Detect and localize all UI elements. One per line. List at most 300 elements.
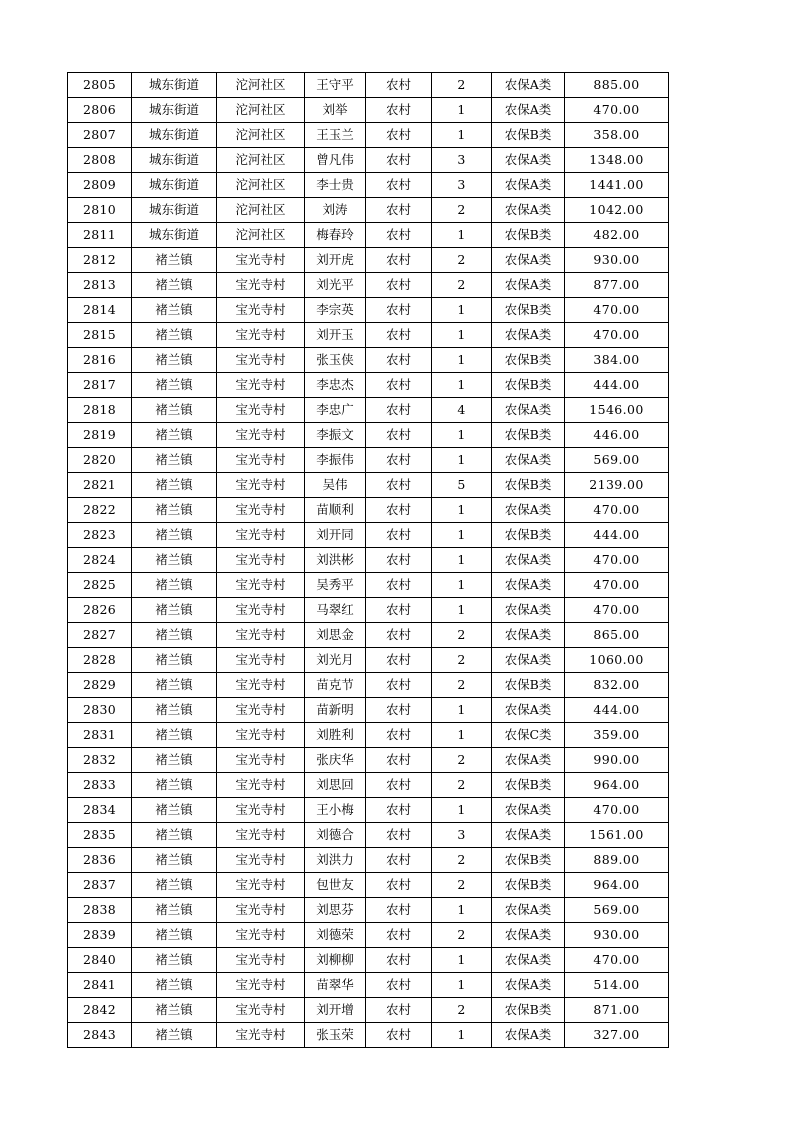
cell-village: 宝光寺村: [217, 798, 305, 823]
table-row: [68, 898, 669, 923]
cell-amount: 470.00: [565, 598, 669, 623]
table-row: [68, 473, 669, 498]
cell-people-count: 2: [432, 273, 492, 298]
cell-insurance-category: 农保B类: [492, 298, 565, 323]
table-row: [68, 273, 669, 298]
cell-insurance-category: 农保A类: [492, 548, 565, 573]
cell-serial-number: 2834: [68, 798, 132, 823]
cell-insurance-category: 农保A类: [492, 498, 565, 523]
cell-amount: 470.00: [565, 498, 669, 523]
cell-village: 宝光寺村: [217, 998, 305, 1023]
cell-township: 城东街道: [132, 123, 217, 148]
cell-village: 宝光寺村: [217, 823, 305, 848]
cell-amount: 832.00: [565, 673, 669, 698]
cell-serial-number: 2818: [68, 398, 132, 423]
cell-name: 刘涛: [305, 198, 366, 223]
cell-people-count: 1: [432, 598, 492, 623]
cell-serial-number: 2841: [68, 973, 132, 998]
cell-serial-number: 2827: [68, 623, 132, 648]
cell-household-type: 农村: [366, 248, 432, 273]
cell-village: 沱河社区: [217, 123, 305, 148]
table-row: [68, 73, 669, 98]
cell-serial-number: 2837: [68, 873, 132, 898]
cell-household-type: 农村: [366, 848, 432, 873]
cell-serial-number: 2835: [68, 823, 132, 848]
cell-village: 宝光寺村: [217, 248, 305, 273]
cell-serial-number: 2822: [68, 498, 132, 523]
cell-household-type: 农村: [366, 773, 432, 798]
cell-serial-number: 2820: [68, 448, 132, 473]
cell-township: 褚兰镇: [132, 823, 217, 848]
table-row: [68, 773, 669, 798]
cell-people-count: 2: [432, 673, 492, 698]
cell-household-type: 农村: [366, 473, 432, 498]
cell-household-type: 农村: [366, 523, 432, 548]
cell-township: 褚兰镇: [132, 673, 217, 698]
cell-name: 刘胜利: [305, 723, 366, 748]
cell-household-type: 农村: [366, 323, 432, 348]
cell-insurance-category: 农保A类: [492, 648, 565, 673]
cell-people-count: 1: [432, 1023, 492, 1048]
table-row: [68, 298, 669, 323]
cell-village: 沱河社区: [217, 148, 305, 173]
cell-household-type: 农村: [366, 273, 432, 298]
cell-insurance-category: 农保B类: [492, 873, 565, 898]
cell-amount: 444.00: [565, 698, 669, 723]
cell-village: 宝光寺村: [217, 448, 305, 473]
cell-insurance-category: 农保A类: [492, 623, 565, 648]
cell-amount: 482.00: [565, 223, 669, 248]
cell-amount: 444.00: [565, 523, 669, 548]
cell-township: 褚兰镇: [132, 398, 217, 423]
cell-township: 褚兰镇: [132, 898, 217, 923]
cell-insurance-category: 农保A类: [492, 948, 565, 973]
cell-serial-number: 2824: [68, 548, 132, 573]
cell-township: 褚兰镇: [132, 773, 217, 798]
cell-insurance-category: 农保A类: [492, 248, 565, 273]
cell-village: 宝光寺村: [217, 723, 305, 748]
cell-name: 李振伟: [305, 448, 366, 473]
table-row: [68, 523, 669, 548]
cell-name: 李振文: [305, 423, 366, 448]
cell-serial-number: 2831: [68, 723, 132, 748]
cell-insurance-category: 农保B类: [492, 673, 565, 698]
table-row: [68, 873, 669, 898]
cell-insurance-category: 农保A类: [492, 198, 565, 223]
cell-serial-number: 2816: [68, 348, 132, 373]
cell-household-type: 农村: [366, 498, 432, 523]
cell-people-count: 2: [432, 773, 492, 798]
cell-village: 宝光寺村: [217, 648, 305, 673]
cell-amount: 470.00: [565, 98, 669, 123]
cell-serial-number: 2821: [68, 473, 132, 498]
cell-amount: 930.00: [565, 248, 669, 273]
cell-name: 刘光平: [305, 273, 366, 298]
cell-township: 城东街道: [132, 173, 217, 198]
cell-serial-number: 2815: [68, 323, 132, 348]
cell-name: 刘德荣: [305, 923, 366, 948]
cell-village: 宝光寺村: [217, 973, 305, 998]
cell-people-count: 2: [432, 73, 492, 98]
cell-township: 褚兰镇: [132, 373, 217, 398]
cell-household-type: 农村: [366, 123, 432, 148]
cell-township: 褚兰镇: [132, 473, 217, 498]
cell-amount: 1441.00: [565, 173, 669, 198]
cell-people-count: 1: [432, 123, 492, 148]
cell-township: 褚兰镇: [132, 448, 217, 473]
cell-township: 褚兰镇: [132, 973, 217, 998]
cell-name: 刘思回: [305, 773, 366, 798]
table-row: [68, 123, 669, 148]
cell-township: 褚兰镇: [132, 548, 217, 573]
cell-household-type: 农村: [366, 698, 432, 723]
cell-serial-number: 2823: [68, 523, 132, 548]
cell-insurance-category: 农保A类: [492, 748, 565, 773]
cell-insurance-category: 农保A类: [492, 823, 565, 848]
cell-insurance-category: 农保A类: [492, 698, 565, 723]
cell-household-type: 农村: [366, 598, 432, 623]
cell-village: 宝光寺村: [217, 923, 305, 948]
cell-amount: 358.00: [565, 123, 669, 148]
cell-township: 褚兰镇: [132, 248, 217, 273]
cell-village: 沱河社区: [217, 98, 305, 123]
cell-insurance-category: 农保A类: [492, 923, 565, 948]
cell-household-type: 农村: [366, 348, 432, 373]
cell-village: 宝光寺村: [217, 698, 305, 723]
table-row: [68, 598, 669, 623]
cell-people-count: 4: [432, 398, 492, 423]
cell-people-count: 2: [432, 748, 492, 773]
cell-village: 宝光寺村: [217, 573, 305, 598]
cell-village: 宝光寺村: [217, 473, 305, 498]
table-row: [68, 398, 669, 423]
cell-serial-number: 2813: [68, 273, 132, 298]
cell-household-type: 农村: [366, 423, 432, 448]
cell-household-type: 农村: [366, 873, 432, 898]
table-row: [68, 698, 669, 723]
table-row: [68, 173, 669, 198]
cell-insurance-category: 农保B类: [492, 223, 565, 248]
cell-amount: 569.00: [565, 898, 669, 923]
table-row: [68, 148, 669, 173]
table-row: [68, 1023, 669, 1048]
cell-amount: 470.00: [565, 548, 669, 573]
cell-serial-number: 2842: [68, 998, 132, 1023]
cell-serial-number: 2829: [68, 673, 132, 698]
cell-name: 曾凡伟: [305, 148, 366, 173]
cell-serial-number: 2817: [68, 373, 132, 398]
cell-village: 宝光寺村: [217, 298, 305, 323]
table-row: [68, 548, 669, 573]
table-row: [68, 973, 669, 998]
cell-insurance-category: 农保B类: [492, 848, 565, 873]
cell-name: 苗克节: [305, 673, 366, 698]
cell-serial-number: 2810: [68, 198, 132, 223]
cell-insurance-category: 农保A类: [492, 1023, 565, 1048]
cell-household-type: 农村: [366, 798, 432, 823]
cell-township: 褚兰镇: [132, 498, 217, 523]
cell-village: 宝光寺村: [217, 898, 305, 923]
cell-serial-number: 2826: [68, 598, 132, 623]
cell-household-type: 农村: [366, 448, 432, 473]
cell-name: 刘开增: [305, 998, 366, 1023]
cell-people-count: 2: [432, 248, 492, 273]
cell-amount: 470.00: [565, 948, 669, 973]
cell-people-count: 2: [432, 648, 492, 673]
cell-serial-number: 2836: [68, 848, 132, 873]
cell-people-count: 1: [432, 223, 492, 248]
cell-name: 刘洪力: [305, 848, 366, 873]
cell-village: 宝光寺村: [217, 523, 305, 548]
cell-people-count: 1: [432, 498, 492, 523]
cell-amount: 444.00: [565, 373, 669, 398]
cell-serial-number: 2805: [68, 73, 132, 98]
cell-household-type: 农村: [366, 573, 432, 598]
cell-village: 沱河社区: [217, 223, 305, 248]
cell-village: 宝光寺村: [217, 323, 305, 348]
cell-insurance-category: 农保A类: [492, 798, 565, 823]
cell-amount: 1546.00: [565, 398, 669, 423]
cell-name: 梅春玲: [305, 223, 366, 248]
cell-serial-number: 2825: [68, 573, 132, 598]
cell-insurance-category: 农保C类: [492, 723, 565, 748]
cell-people-count: 1: [432, 323, 492, 348]
cell-name: 王玉兰: [305, 123, 366, 148]
cell-insurance-category: 农保B类: [492, 773, 565, 798]
table-row: [68, 673, 669, 698]
cell-amount: 885.00: [565, 73, 669, 98]
cell-township: 褚兰镇: [132, 948, 217, 973]
cell-amount: 865.00: [565, 623, 669, 648]
cell-township: 褚兰镇: [132, 998, 217, 1023]
cell-amount: 1060.00: [565, 648, 669, 673]
cell-insurance-category: 农保A类: [492, 98, 565, 123]
cell-amount: 514.00: [565, 973, 669, 998]
cell-name: 李忠杰: [305, 373, 366, 398]
cell-serial-number: 2814: [68, 298, 132, 323]
table-row: [68, 248, 669, 273]
cell-township: 褚兰镇: [132, 273, 217, 298]
cell-people-count: 2: [432, 198, 492, 223]
cell-serial-number: 2807: [68, 123, 132, 148]
cell-township: 褚兰镇: [132, 623, 217, 648]
cell-people-count: 1: [432, 948, 492, 973]
cell-insurance-category: 农保B类: [492, 373, 565, 398]
table-row: [68, 748, 669, 773]
cell-village: 宝光寺村: [217, 548, 305, 573]
cell-township: 城东街道: [132, 148, 217, 173]
cell-amount: 930.00: [565, 923, 669, 948]
cell-village: 宝光寺村: [217, 498, 305, 523]
cell-amount: 964.00: [565, 773, 669, 798]
cell-name: 王守平: [305, 73, 366, 98]
cell-insurance-category: 农保A类: [492, 398, 565, 423]
cell-household-type: 农村: [366, 548, 432, 573]
table-body: [68, 73, 669, 1048]
cell-insurance-category: 农保B类: [492, 348, 565, 373]
cell-people-count: 5: [432, 473, 492, 498]
cell-serial-number: 2840: [68, 948, 132, 973]
cell-name: 刘开同: [305, 523, 366, 548]
cell-village: 宝光寺村: [217, 748, 305, 773]
table-row: [68, 498, 669, 523]
cell-amount: 877.00: [565, 273, 669, 298]
cell-township: 褚兰镇: [132, 598, 217, 623]
table-row: [68, 623, 669, 648]
cell-township: 城东街道: [132, 98, 217, 123]
cell-people-count: 1: [432, 573, 492, 598]
cell-serial-number: 2832: [68, 748, 132, 773]
cell-township: 城东街道: [132, 223, 217, 248]
cell-name: 吴秀平: [305, 573, 366, 598]
cell-name: 刘思芬: [305, 898, 366, 923]
cell-insurance-category: 农保A类: [492, 448, 565, 473]
cell-serial-number: 2839: [68, 923, 132, 948]
cell-name: 刘举: [305, 98, 366, 123]
cell-name: 刘德合: [305, 823, 366, 848]
cell-village: 宝光寺村: [217, 673, 305, 698]
cell-serial-number: 2808: [68, 148, 132, 173]
cell-village: 宝光寺村: [217, 623, 305, 648]
cell-village: 沱河社区: [217, 173, 305, 198]
cell-people-count: 2: [432, 998, 492, 1023]
cell-insurance-category: 农保B类: [492, 423, 565, 448]
table-row: [68, 448, 669, 473]
cell-name: 李士贵: [305, 173, 366, 198]
cell-township: 褚兰镇: [132, 298, 217, 323]
cell-people-count: 1: [432, 348, 492, 373]
cell-insurance-category: 农保B类: [492, 523, 565, 548]
cell-name: 马翠红: [305, 598, 366, 623]
cell-amount: 569.00: [565, 448, 669, 473]
cell-amount: 1042.00: [565, 198, 669, 223]
cell-household-type: 农村: [366, 623, 432, 648]
cell-name: 苗翠华: [305, 973, 366, 998]
cell-name: 刘洪彬: [305, 548, 366, 573]
cell-household-type: 农村: [366, 748, 432, 773]
cell-household-type: 农村: [366, 223, 432, 248]
cell-insurance-category: 农保A类: [492, 898, 565, 923]
cell-village: 宝光寺村: [217, 598, 305, 623]
table-row: [68, 348, 669, 373]
cell-amount: 871.00: [565, 998, 669, 1023]
table-row: [68, 223, 669, 248]
cell-people-count: 3: [432, 148, 492, 173]
cell-amount: 1561.00: [565, 823, 669, 848]
cell-amount: 327.00: [565, 1023, 669, 1048]
table-row: [68, 423, 669, 448]
cell-township: 褚兰镇: [132, 798, 217, 823]
cell-amount: 470.00: [565, 298, 669, 323]
table-row: [68, 998, 669, 1023]
cell-name: 包世友: [305, 873, 366, 898]
cell-household-type: 农村: [366, 673, 432, 698]
cell-township: 褚兰镇: [132, 348, 217, 373]
cell-household-type: 农村: [366, 148, 432, 173]
cell-name: 刘思金: [305, 623, 366, 648]
cell-amount: 1348.00: [565, 148, 669, 173]
cell-people-count: 1: [432, 548, 492, 573]
cell-household-type: 农村: [366, 948, 432, 973]
cell-amount: 889.00: [565, 848, 669, 873]
table-row: [68, 648, 669, 673]
cell-insurance-category: 农保A类: [492, 273, 565, 298]
cell-household-type: 农村: [366, 98, 432, 123]
cell-name: 张玉荣: [305, 1023, 366, 1048]
cell-insurance-category: 农保A类: [492, 598, 565, 623]
cell-township: 褚兰镇: [132, 923, 217, 948]
cell-township: 褚兰镇: [132, 748, 217, 773]
cell-township: 褚兰镇: [132, 423, 217, 448]
cell-people-count: 1: [432, 523, 492, 548]
cell-township: 城东街道: [132, 73, 217, 98]
cell-insurance-category: 农保B类: [492, 123, 565, 148]
cell-name: 刘柳柳: [305, 948, 366, 973]
cell-people-count: 3: [432, 823, 492, 848]
cell-name: 李宗英: [305, 298, 366, 323]
table-row: [68, 923, 669, 948]
cell-household-type: 农村: [366, 73, 432, 98]
cell-village: 宝光寺村: [217, 773, 305, 798]
cell-household-type: 农村: [366, 648, 432, 673]
cell-household-type: 农村: [366, 1023, 432, 1048]
cell-household-type: 农村: [366, 823, 432, 848]
cell-people-count: 1: [432, 798, 492, 823]
cell-village: 宝光寺村: [217, 373, 305, 398]
cell-township: 褚兰镇: [132, 723, 217, 748]
table-row: [68, 98, 669, 123]
cell-village: 宝光寺村: [217, 398, 305, 423]
cell-township: 褚兰镇: [132, 848, 217, 873]
cell-people-count: 1: [432, 723, 492, 748]
cell-village: 沱河社区: [217, 198, 305, 223]
cell-township: 城东街道: [132, 198, 217, 223]
cell-township: 褚兰镇: [132, 1023, 217, 1048]
cell-people-count: 2: [432, 623, 492, 648]
cell-amount: 470.00: [565, 573, 669, 598]
cell-amount: 990.00: [565, 748, 669, 773]
cell-name: 李忠广: [305, 398, 366, 423]
cell-township: 褚兰镇: [132, 873, 217, 898]
cell-township: 褚兰镇: [132, 698, 217, 723]
table-row: [68, 373, 669, 398]
table-row: [68, 723, 669, 748]
table-row: [68, 198, 669, 223]
cell-insurance-category: 农保B类: [492, 998, 565, 1023]
cell-insurance-category: 农保A类: [492, 148, 565, 173]
cell-name: 张庆华: [305, 748, 366, 773]
table-row: [68, 948, 669, 973]
cell-people-count: 3: [432, 173, 492, 198]
cell-village: 宝光寺村: [217, 348, 305, 373]
cell-amount: 2139.00: [565, 473, 669, 498]
records-table: [67, 72, 669, 1048]
cell-amount: 446.00: [565, 423, 669, 448]
cell-insurance-category: 农保B类: [492, 473, 565, 498]
cell-name: 王小梅: [305, 798, 366, 823]
table-row: [68, 573, 669, 598]
cell-serial-number: 2809: [68, 173, 132, 198]
cell-township: 褚兰镇: [132, 648, 217, 673]
cell-people-count: 2: [432, 923, 492, 948]
cell-serial-number: 2838: [68, 898, 132, 923]
cell-amount: 359.00: [565, 723, 669, 748]
cell-household-type: 农村: [366, 198, 432, 223]
cell-name: 苗新明: [305, 698, 366, 723]
cell-household-type: 农村: [366, 173, 432, 198]
cell-name: 苗顺利: [305, 498, 366, 523]
cell-household-type: 农村: [366, 973, 432, 998]
